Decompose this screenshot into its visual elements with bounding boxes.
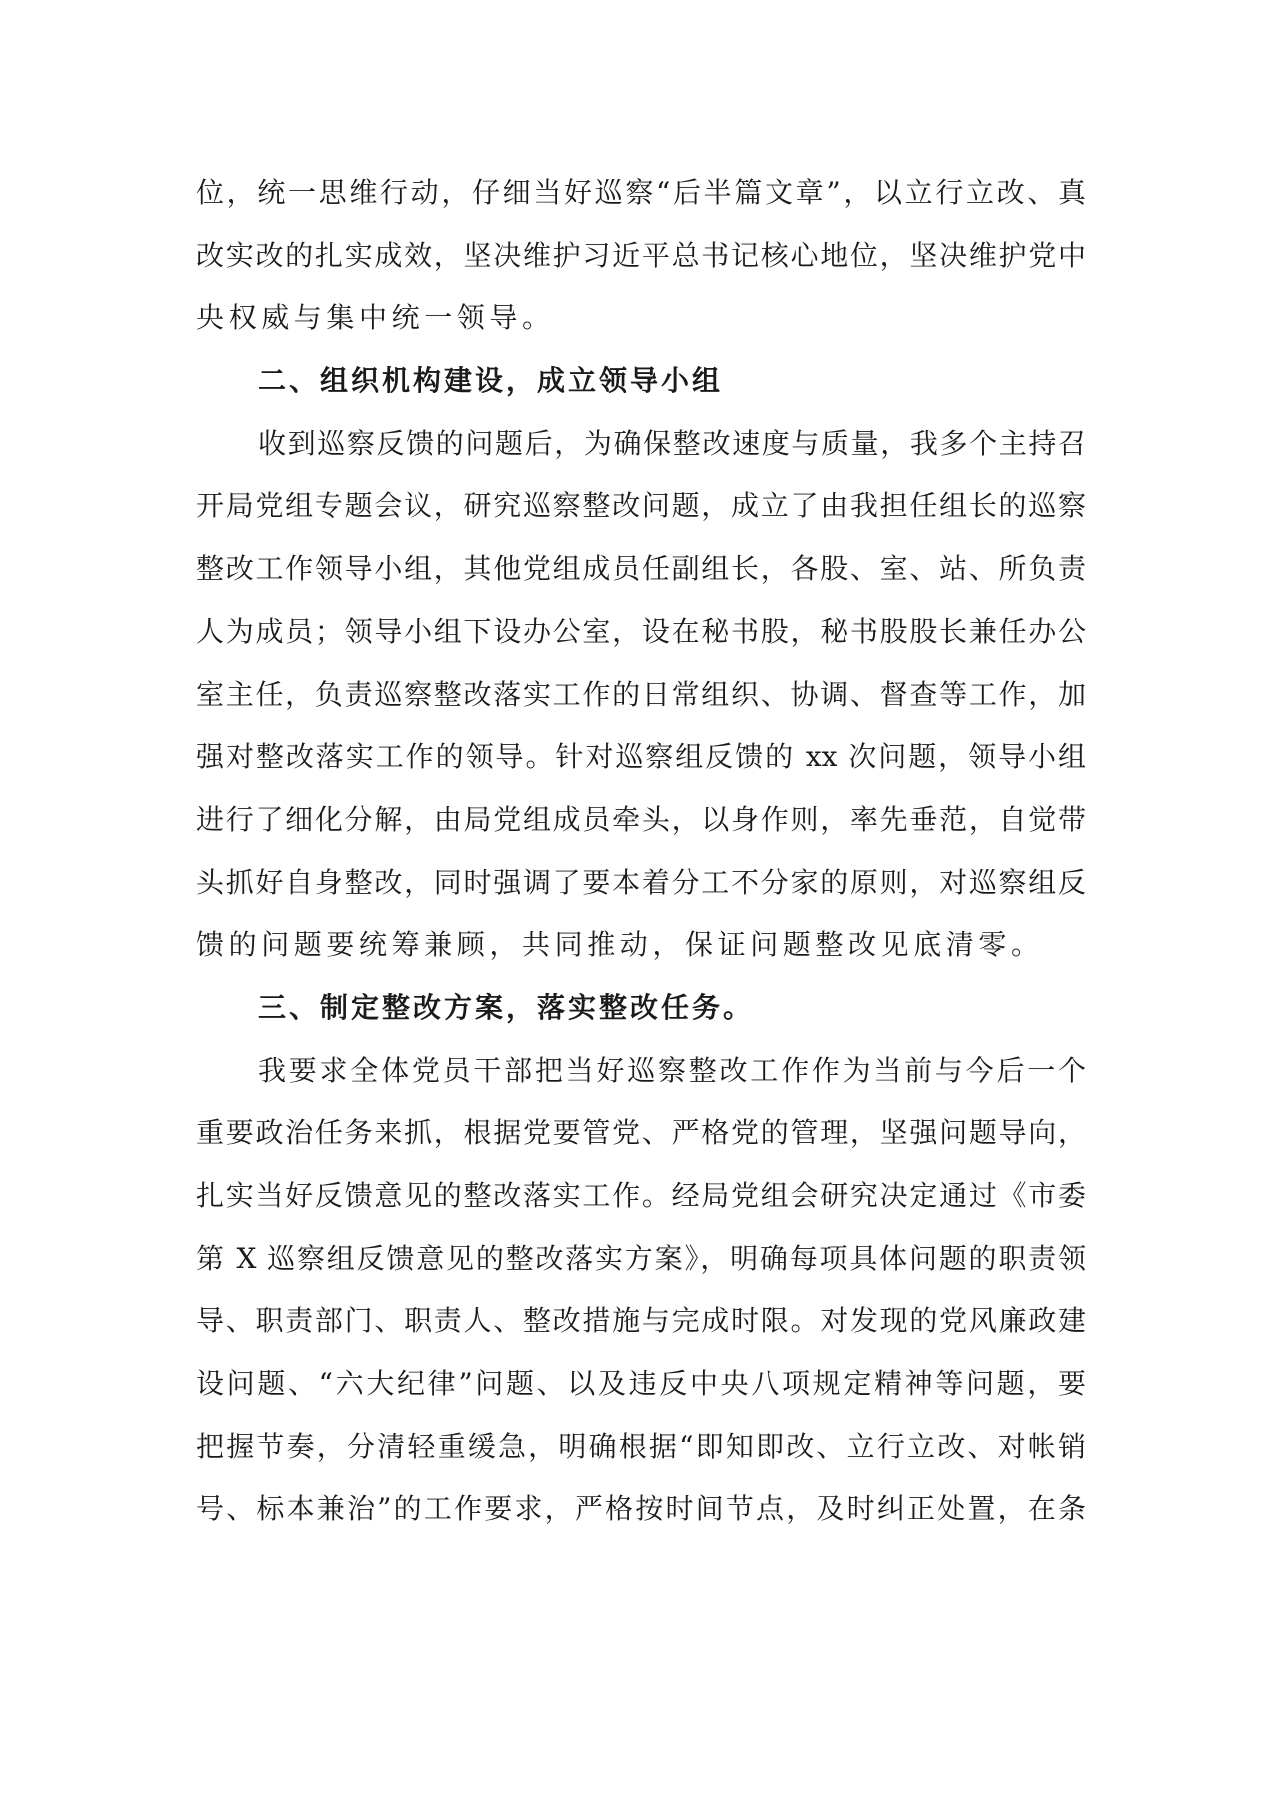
- text-line: 强对整改落实工作的领导。针对巡察组反馈的 xx 次问题，领导小组: [196, 740, 1086, 774]
- paragraph-2: [196, 413, 1086, 977]
- text-line: 号、标本兼治”的工作要求，严格按时间节点，及时纠正处置，在条: [196, 1492, 1086, 1526]
- text-line: 室主任，负责巡察整改落实工作的日常组织、协调、督查等工作，加: [196, 677, 1086, 711]
- text-line: 人为成员；领导小组下设办公室，设在秘书股，秘书股股长兼任办公: [196, 614, 1086, 648]
- text-line: 改实改的扎实成效，坚决维护习近平总书记核心地位，坚决维护党中: [196, 238, 1086, 272]
- text-line: 收到巡察反馈的问题后，为确保整改速度与质量，我多个主持召: [258, 426, 1086, 460]
- paragraph-3: [196, 1040, 1086, 1542]
- section-heading-3: 三、制定整改方案，落实整改任务。: [258, 990, 755, 1024]
- text-line: 进行了细化分解，由局党组成员牵头，以身作则，率先垂范，自觉带: [196, 802, 1086, 836]
- text-line: 央权威与集中统一领导。: [196, 301, 555, 335]
- text-line: 扎实当好反馈意见的整改落实工作。经局党组会研究决定通过《市委: [196, 1179, 1086, 1212]
- text-line: 开局党组专题会议，研究巡察整改问题，成立了由我担任组长的巡察: [196, 489, 1086, 523]
- paragraph-1: [196, 162, 1086, 350]
- text-line: 头抓好自身整改，同时强调了要本着分工不分家的原则，对巡察组反: [196, 865, 1086, 899]
- text-line: 第 X 巡察组反馈意见的整改落实方案》，明确每项具体问题的职责领: [196, 1241, 1086, 1275]
- document-body: [196, 162, 1086, 1541]
- text-line: 馈的问题要统筹兼顾，共同推动，保证问题整改见底清零。: [196, 928, 1044, 962]
- text-line: 重要政治任务来抓，根据党要管党、严格党的管理，坚强问题导向，: [196, 1116, 1086, 1150]
- section-heading-2: 二、组织机构建设，成立领导小组: [258, 364, 724, 398]
- text-line: 把握节奏，分清轻重缓急，明确根据“即知即改、立行立改、对帐销: [196, 1429, 1086, 1463]
- text-line: 位，统一思维行动，仔细当好巡察“后半篇文章”，以立行立改、真: [196, 176, 1086, 209]
- text-line: 设问题、“六大纪律”问题、以及违反中央八项规定精神等问题，要: [196, 1367, 1086, 1401]
- text-line: 整改工作领导小组，其他党组成员任副组长，各股、室、站、所负责: [196, 552, 1086, 586]
- text-line: 我要求全体党员干部把当好巡察整改工作作为当前与今后一个: [258, 1053, 1086, 1087]
- text-line: 导、职责部门、职责人、整改措施与完成时限。对发现的党风廉政建: [196, 1304, 1086, 1338]
